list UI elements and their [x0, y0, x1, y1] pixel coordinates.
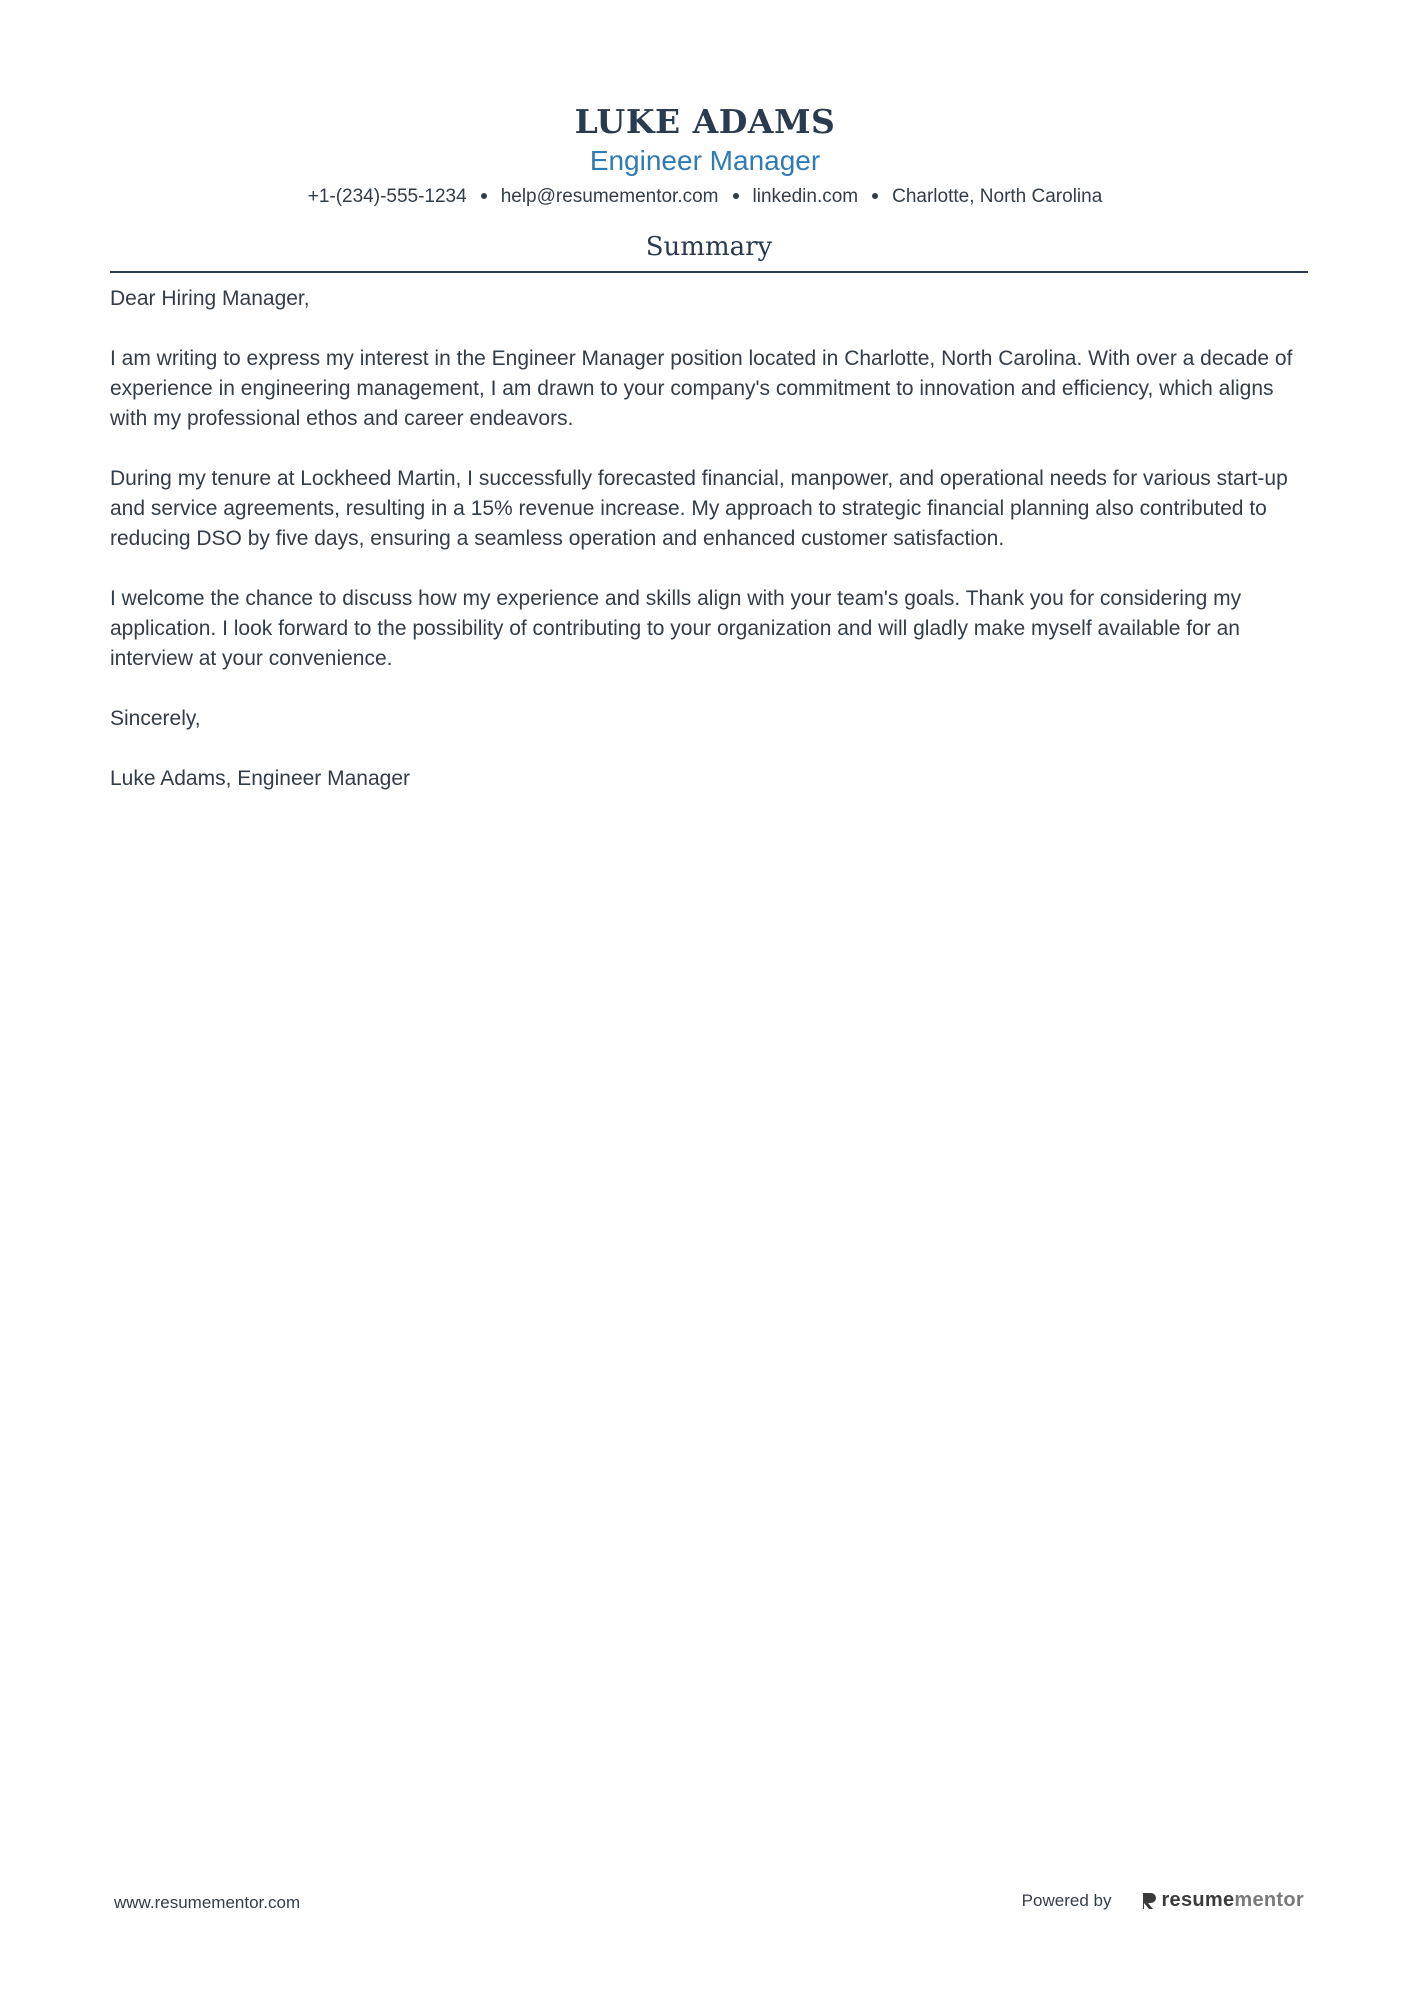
- letter-closing: Sincerely,: [110, 707, 201, 730]
- letter-paragraph-1: I am writing to express my interest in the Engineer Manager position located in Charlotte, North Carolina. With over a decade of experience in engineering management, I am drawn to your company's commitment to innovation and efficiency, which aligns with my professional ethos and career endeavors.: [110, 347, 1293, 430]
- footer-branding: [1022, 1889, 1304, 1912]
- contact-line: [0, 184, 1410, 210]
- letter-paragraph-2: During my tenure at Lockheed Martin, I successfully forecasted financial, manpower, and operational needs for various start-up and service agreements, resulting in a 15% revenue increase. My approach to strategic financial planning also contributed to reducing DSO by five days, ensuring a seamless operation and enhanced customer satisfaction.: [110, 467, 1288, 550]
- contact-email[interactable]: help@resumementor.com: [500, 186, 719, 207]
- letter-paragraph-3: I welcome the chance to discuss how my experience and skills align with your team's goals. Thank you for considering my application. I look forward to the possibility of contributing to your organization and will gladly make myself available for an interview at your convenience.: [110, 587, 1242, 670]
- header: [0, 100, 1410, 210]
- contact-phone: +1-(234)-555-1234: [307, 186, 467, 207]
- letter-signature: Luke Adams, Engineer Manager: [110, 767, 411, 790]
- letter-body: [110, 284, 1308, 824]
- contact-linkedin[interactable]: linkedin.com: [752, 186, 859, 207]
- letter-greeting: Dear Hiring Manager,: [110, 287, 310, 310]
- brand-name-strong: resume: [1161, 1889, 1235, 1911]
- brand-logo[interactable]: [1141, 1889, 1304, 1912]
- bullet-separator: [872, 193, 878, 199]
- section-divider: [110, 271, 1308, 273]
- bullet-separator: [481, 193, 487, 199]
- candidate-name: LUKE ADAMS: [574, 102, 836, 141]
- resumementor-logo-icon: [1141, 1891, 1157, 1911]
- candidate-role: Engineer Manager: [589, 145, 821, 176]
- brand-name-light: mentor: [1234, 1889, 1304, 1911]
- contact-location: Charlotte, North Carolina: [892, 186, 1103, 207]
- section-title: Summary: [645, 232, 773, 262]
- powered-by-label: Powered by: [1021, 1890, 1112, 1910]
- bullet-separator: [733, 193, 739, 199]
- footer-website[interactable]: www.resumementor.com: [114, 1893, 301, 1912]
